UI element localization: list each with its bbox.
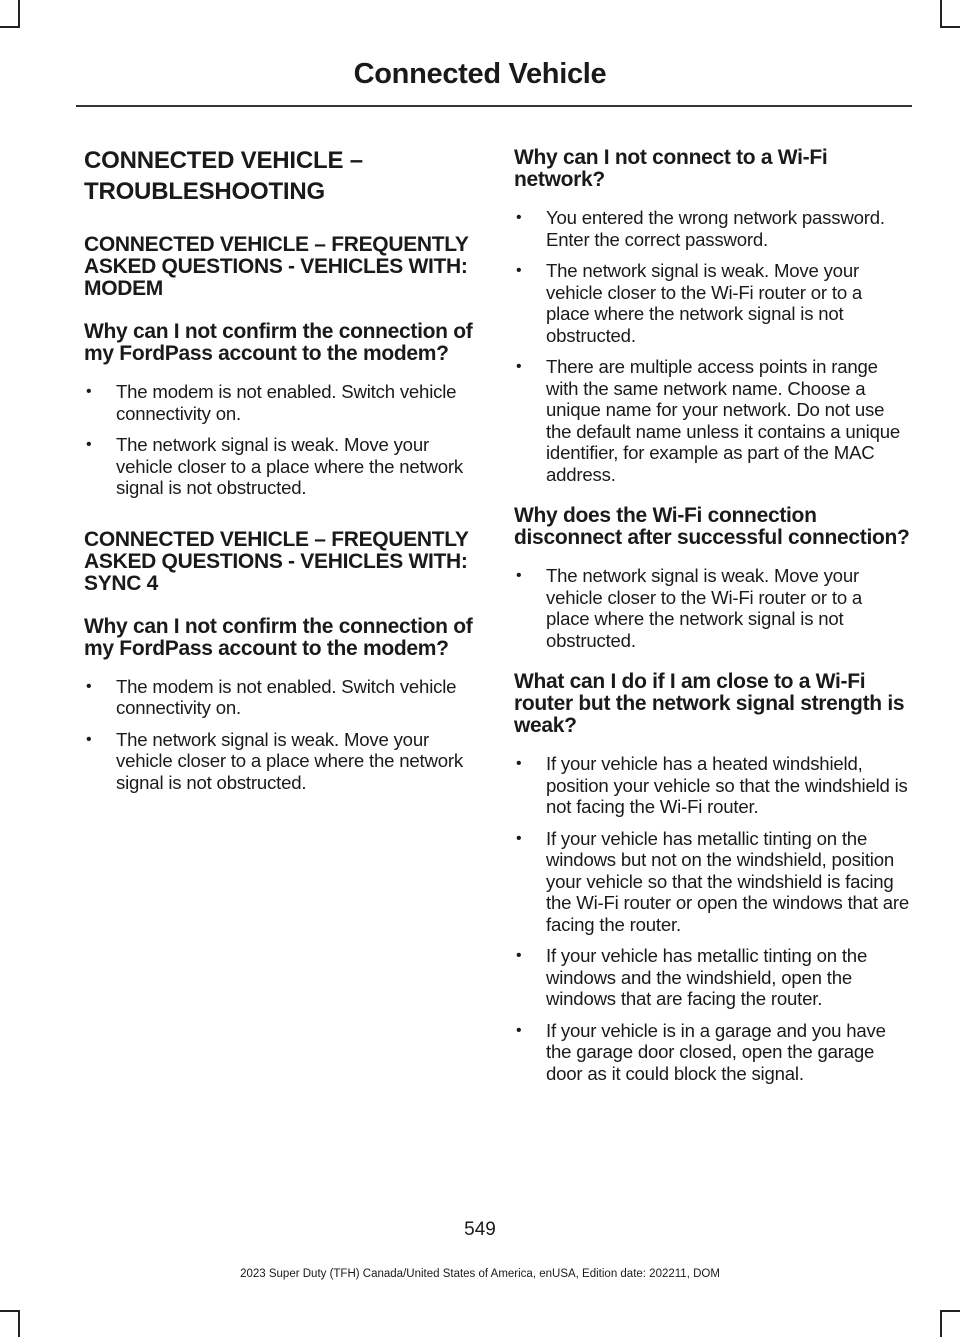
list-item: • You entered the wrong network password. Enter the correct password. bbox=[514, 207, 910, 250]
list-item: • The network signal is weak. Move your vehicle closer to the Wi-Fi router or to a place where the network signal is not obstructed. bbox=[514, 260, 910, 346]
list-item: • If your vehicle is in a garage and you have the garage door closed, open the garage door as it could block the signal. bbox=[514, 1020, 910, 1085]
question-modem: Why can I not confirm the connection of my FordPass account to the modem? bbox=[84, 320, 473, 365]
crop-mark-bottom-left bbox=[18, 1310, 20, 1337]
page-header-title: Connected Vehicle bbox=[353, 58, 607, 90]
bullet-list-wifi-disconnect bbox=[514, 565, 910, 651]
crop-mark-bottom-left-h bbox=[0, 1310, 20, 1312]
crop-mark-top-right bbox=[940, 0, 942, 27]
crop-mark-top-right-h bbox=[940, 26, 960, 28]
page-number: 549 bbox=[464, 1219, 496, 1240]
list-item: • There are multiple access points in range with the same network name. Choose a unique name for your network. Do not use the default name unless it contains a unique identifier, for example as part of the MAC address. bbox=[514, 356, 910, 485]
crop-mark-top-left-h bbox=[0, 26, 20, 28]
list-item: • The network signal is weak. Move your vehicle closer to the Wi-Fi router or to a place where the network signal is not obstructed. bbox=[514, 565, 910, 651]
footer-edition-info: 2023 Super Duty (TFH) Canada/United States of America, enUSA, Edition date: 202211, DOM bbox=[240, 1268, 720, 1280]
main-heading-line1: CONNECTED VEHICLE – bbox=[84, 147, 363, 174]
list-item: • If your vehicle has metallic tinting on the windows but not on the windshield, position your vehicle so that the windshield is facing the Wi-Fi router or open the windows that are facing the router. bbox=[514, 828, 910, 936]
bullet-list-modem bbox=[84, 381, 479, 499]
bullet-list-weak-signal bbox=[514, 753, 910, 1084]
main-heading bbox=[84, 145, 479, 207]
right-column bbox=[514, 147, 910, 1104]
left-column bbox=[84, 145, 479, 813]
main-heading-line2: TROUBLESHOOTING bbox=[84, 178, 325, 205]
list-item: • The modem is not enabled. Switch vehicle connectivity on. bbox=[84, 676, 479, 719]
list-item: • The modem is not enabled. Switch vehicle connectivity on. bbox=[84, 381, 479, 424]
crop-mark-bottom-right-h bbox=[940, 1310, 960, 1312]
list-item: • The network signal is weak. Move your vehicle closer to a place where the network signal is not obstructed. bbox=[84, 729, 479, 794]
list-item: • If your vehicle has metallic tinting on the windows and the windshield, open the windows that are facing the router. bbox=[514, 945, 910, 1010]
question-sync4: Why can I not confirm the connection of my FordPass account to the modem? bbox=[84, 614, 473, 660]
question-weak-signal: What can I do if I am close to a Wi-Fi router but the network signal strength is weak? bbox=[514, 670, 905, 737]
section-heading-sync4: CONNECTED VEHICLE – FREQUENTLY ASKED QUESTIONS - VEHICLES WITH: SYNC 4 bbox=[84, 527, 469, 595]
header-rule bbox=[76, 105, 912, 107]
question-wifi-disconnect: Why does the Wi-Fi connection disconnect after successful connection? bbox=[514, 504, 910, 549]
section-heading-modem: CONNECTED VEHICLE – FREQUENTLY ASKED QUESTIONS - VEHICLES WITH: MODEM bbox=[84, 233, 469, 300]
list-item: • If your vehicle has a heated windshield, position your vehicle so that the windshield is not facing the Wi-Fi router. bbox=[514, 753, 910, 818]
bullet-list-wifi-connect bbox=[514, 207, 910, 485]
question-wifi-connect: Why can I not connect to a Wi-Fi network? bbox=[514, 146, 828, 191]
crop-mark-bottom-right bbox=[940, 1310, 942, 1337]
list-item: • The network signal is weak. Move your vehicle closer to a place where the network signal is not obstructed. bbox=[84, 434, 479, 499]
crop-mark-top-left bbox=[18, 0, 20, 27]
bullet-list-sync4 bbox=[84, 676, 479, 794]
